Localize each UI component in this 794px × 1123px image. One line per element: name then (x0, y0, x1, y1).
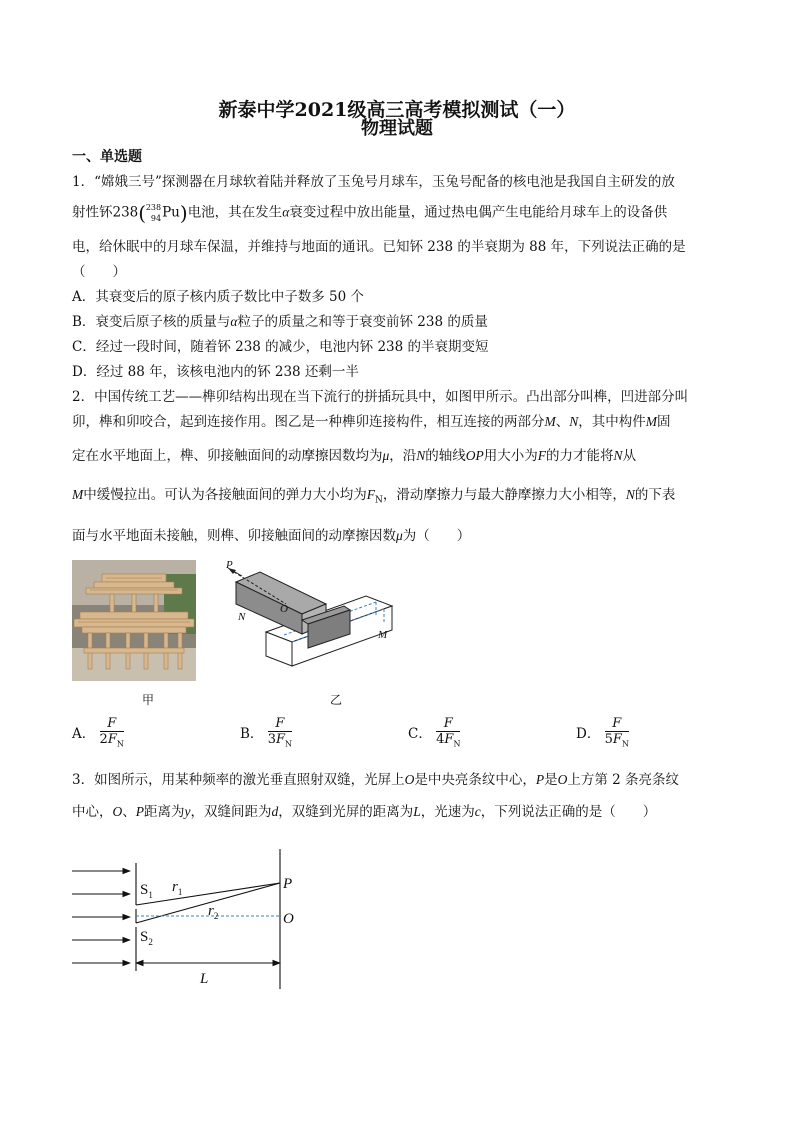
subscript-N: N (116, 739, 124, 749)
q2-text: 用大小为 (483, 448, 538, 464)
q2-line-2 (72, 412, 671, 432)
q2-option-b (240, 716, 292, 753)
paren-left: ( (138, 201, 147, 225)
double-slit-diagram (70, 843, 310, 993)
var-N: N (613, 448, 623, 463)
option-letter: C． (408, 725, 432, 742)
fraction (100, 716, 124, 753)
q1-text: 衰变过程中放出能量，通过热电偶产生电能给月球车上的设备供 (289, 204, 668, 221)
subscript-N: N (375, 495, 383, 506)
subscript-N: N (285, 739, 293, 749)
numerator: F (436, 716, 460, 732)
q3-line-2 (72, 802, 656, 822)
var-c: c (474, 804, 481, 819)
fraction (268, 716, 292, 753)
q2-text: ，滑动摩擦力与最大静摩擦力大小相等， (382, 487, 626, 503)
var-M: M (645, 414, 658, 429)
option-letter: A． (72, 725, 96, 742)
coefficient: 5 (604, 732, 613, 747)
q3-text: ，双缝到光屏的距离为 (278, 804, 414, 820)
var-y: y (184, 804, 191, 819)
option-text: 粒子的质量之和等于衰变前钚 238 的质量 (237, 314, 488, 330)
q2-text: 的力才能将 (546, 448, 614, 464)
q2-option-c (408, 716, 460, 753)
denominator (605, 732, 629, 753)
mortise-tenon-diagram (226, 560, 396, 675)
q2-option-d (576, 716, 629, 753)
q3-text: 、 (122, 804, 136, 820)
exam-subtitle: 物理试题 (361, 118, 433, 139)
q3-text: ，光速为 (420, 804, 475, 820)
var-F: F (366, 487, 375, 502)
var-F: F (107, 732, 117, 747)
var-d: d (271, 804, 279, 819)
label-S2: $S_2$ (140, 929, 153, 947)
q2-text: 从 (622, 448, 637, 464)
q2-text: 面与水平地面未接触，则榫、卯接触面间的动摩擦因数 (72, 528, 396, 544)
nuclide-notation (146, 202, 162, 224)
var-M: M (544, 414, 556, 429)
var-N: N (625, 487, 635, 502)
figure-label-yi: 乙 (330, 693, 343, 707)
q3-text: 中心， (72, 804, 113, 820)
option-letter: B． (240, 725, 264, 742)
var-mu: μ (382, 448, 390, 463)
label-M: M (378, 629, 388, 641)
q2-text: 卯，榫和卯咬合，起到连接作用。图乙是一种榫卯连接构件，相互连接的两部分 (72, 414, 545, 430)
q1-line-4: （ ） (72, 264, 126, 280)
q3-text: 是中央亮条纹中心， (414, 772, 536, 788)
q3-line-1 (72, 770, 679, 790)
var-N: N (569, 414, 579, 429)
q1-text: 电池，其在发生 (187, 204, 283, 221)
label-O: O (280, 603, 288, 615)
q2-line-5 (72, 526, 470, 546)
q2-option-a (72, 716, 124, 753)
q3-text: 是 (544, 772, 558, 788)
section-heading: 一、单选题 (72, 149, 142, 165)
var-O: O (112, 804, 123, 819)
alpha-symbol: α (282, 204, 290, 220)
fraction (605, 716, 629, 753)
q3-text: ，双缝间距为 (190, 804, 272, 820)
var-OP: OP (465, 448, 484, 463)
var-M: M (72, 487, 84, 502)
q1-text: 射性钚 (72, 204, 113, 221)
element-symbol: Pu (162, 204, 180, 221)
label-L: L (200, 971, 209, 987)
q2-text: ，沿 (389, 448, 417, 464)
exam-title: 新泰中学2021级高三高考模拟测试（一） (218, 99, 576, 121)
paren-right: ) (179, 201, 188, 225)
q2-line-3 (72, 446, 636, 466)
q1-option-b (72, 312, 488, 332)
var-N: N (416, 448, 426, 463)
label-N: N (238, 611, 246, 623)
q2-text: 、 (555, 414, 570, 430)
denominator (100, 732, 124, 753)
q1-option-a: A．其衰变后的原子核内质子数比中子数多 50 个 (72, 289, 365, 305)
numerator: F (268, 716, 292, 732)
var-P: P (135, 804, 144, 819)
q1-line-2 (72, 202, 667, 224)
atomic-number: 94 (150, 214, 162, 223)
q1-number: 238 (112, 204, 139, 221)
option-letter: D． (576, 725, 601, 742)
var-F: F (444, 732, 454, 747)
q3-text: ，下列说法正确的是（ ） (480, 804, 657, 820)
var-F: F (276, 732, 286, 747)
pavilion-photo (72, 560, 196, 681)
q1-line-1: 1．“嫦娥三号”探测器在月球软着陆并释放了玉兔号月球车，玉兔号配备的核电池是我国自主研发的放 (72, 174, 675, 190)
var-P: P (535, 772, 545, 787)
coefficient: 3 (267, 732, 276, 747)
fraction (436, 716, 460, 753)
label-O: O (283, 911, 294, 927)
subscript-N: N (621, 739, 629, 749)
label-P: P (283, 876, 293, 892)
denominator (268, 732, 292, 753)
coefficient: 4 (436, 732, 445, 747)
label-P: P (226, 560, 233, 571)
q2-line-4 (72, 485, 675, 511)
q2-text: 定在水平地面上，榫、卯接触面间的动摩擦因数均为 (72, 448, 383, 464)
denominator (436, 732, 460, 753)
var-L: L (413, 804, 421, 819)
var-F: F (537, 448, 547, 463)
q1-option-c: C．经过一段时间，随着钚 238 的减少，电池内钚 238 的半衰期变短 (72, 339, 489, 355)
q2-text: 为（ ） (402, 528, 471, 544)
label-S1: $S_1$ (140, 882, 153, 900)
q1-option-d: D．经过 88 年，该核电池内的钚 238 还剩一半 (72, 364, 359, 380)
q2-line-1: 2．中国传统工艺——榫卯结构出现在当下流行的拼插玩具中，如图甲所示。凸出部分叫榫，凹进部分叫 (72, 389, 689, 405)
numerator: F (100, 716, 124, 732)
var-O: O (404, 772, 415, 787)
q1-line-3: 电，给休眠中的月球车保温，并维持与地面的通讯。已知钚 238 的半衰期为 88 年，下列说法正确的是 (72, 239, 686, 255)
var-F: F (612, 732, 622, 747)
var-mu: μ (396, 528, 403, 543)
numerator: F (605, 716, 629, 732)
option-text: B．衰变后原子核的质量与 (72, 314, 231, 330)
q2-text: 固 (657, 414, 671, 430)
q2-text: 中缓慢拉出。可认为各接触面间的弹力大小均为 (83, 487, 367, 503)
q2-text: 的下表 (634, 487, 676, 503)
q2-text: ，其中构件 (578, 414, 646, 430)
mass-number: 238 (145, 203, 162, 212)
q2-text: 的轴线 (425, 448, 466, 464)
label-r2: $r_2$ (208, 903, 219, 921)
q3-text: 距离为 (144, 804, 185, 820)
q3-text: 上方第 2 条亮条纹 (567, 772, 680, 788)
coefficient: 2 (99, 732, 108, 747)
label-r1: $r_1$ (172, 879, 183, 897)
subscript-N: N (453, 739, 461, 749)
var-O: O (557, 772, 568, 787)
q3-text: 3．如图所示，用某种频率的激光垂直照射双缝，光屏上 (72, 772, 405, 788)
alpha-symbol: α (230, 314, 238, 329)
figure-label-jia: 甲 (142, 693, 155, 707)
